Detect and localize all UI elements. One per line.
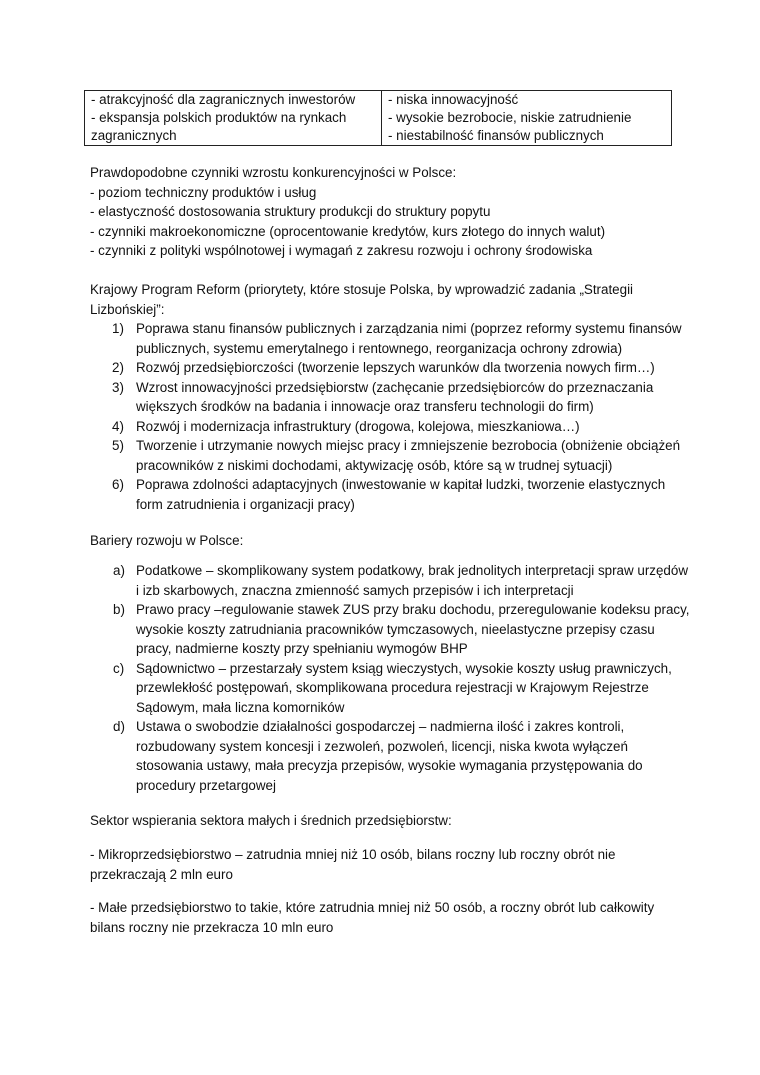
list-marker: 4) [112,418,124,434]
program-heading-continued: Lizbońskiej”: [90,301,165,317]
table-row [85,91,672,146]
opportunities-cell [85,91,382,146]
weaknesses-cell [382,91,672,146]
list-item [90,717,690,795]
list-item-text: Sądownictwo – przestarzały system ksiąg wieczystych, wysokie koszty usług prawniczych, przewlekłość postępowań, skomplikowana procedura rejestracji w Krajowym Rejestrze Sądowym, mała liczna komorników [136,660,672,715]
table-cell-line: - niska innowacyjność [388,92,519,107]
swot-table [84,90,672,146]
list-marker: a) [113,563,125,578]
list-marker: c) [113,660,125,676]
list-marker: 6) [112,477,124,492]
list-item-text: Ustawa o swobodzie działalności gospodarczej – nadmierna ilość i zakres kontroli, rozbudowany system koncesji i zezwoleń, pozwoleń, licencji, niska kwota wyłączeń stosowania ustawy, mała precyzja przepisów, wysokie wymagania przystępowania do procedury przetargowej [136,719,643,793]
list-item [90,561,690,600]
sme-sector-section [90,811,690,831]
list-item: - elastyczność dostosowania struktury produkcji do struktury popytu [90,204,491,219]
list-item-text: Prawo pracy –regulowanie stawek ZUS przy braku dochodu, przeregulowanie kodeksu pracy, wysokie koszty zatrudniania pracowników tymczasowych, nieelastyczne przepisy czasu pracy, nadmierne koszty przy spełnianiu wymogów BHP [136,602,690,656]
micro-enterprise-definition [90,845,690,884]
table-cell-line: - atrakcyjność dla zagranicznych inwestorów [91,92,356,107]
list-marker: 2) [112,360,124,375]
list-item [90,600,690,659]
list-item-text: Rozwój i modernizacja infrastruktury (drogowa, kolejowa, mieszkaniowa…) [136,418,580,434]
barriers-heading: Bariery rozwoju w Polsce: [90,533,244,548]
list-item [90,358,690,378]
list-marker: 5) [112,438,124,453]
sector-heading: Sektor wspierania sektora małych i średnich przedsiębiorstw: [90,813,452,828]
table-cell-line: - ekspansja polskich produktów na rynkach zagranicznych [91,110,347,143]
list-item-text: Tworzenie i utrzymanie nowych miejsc pracy i zmniejszenie bezrobocia (obniżenie obciążeń pracowników z niskimi dochodami, aktywizację osób, które są w trudnej sytuacji) [136,438,681,473]
list-item [90,475,690,514]
competitiveness-factors-section [90,163,690,261]
list-marker: 1) [112,321,124,336]
table-cell-line: - niestabilność finansów publicznych [388,128,604,143]
program-heading: Krajowy Program Reform (priorytety, które stosuje Polska, by wprowadzić zadania „Strategii [90,282,634,297]
list-item: - poziom techniczny produktów i usług [90,184,317,200]
barriers-section [90,561,690,795]
factors-heading: Prawdopodobne czynniki wzrostu konkurencyjności w Polsce: [90,165,457,180]
list-item [90,417,690,437]
table-cell-line: - wysokie bezrobocie, niskie zatrudnienie [388,110,632,125]
list-item [90,378,690,417]
list-item-text: Poprawa zdolności adaptacyjnych (inwestowanie w kapitał ludzki, tworzenie elastycznych form zatrudnienia i organizacji pracy) [136,477,666,512]
list-item [90,436,690,475]
list-item: - czynniki makroekonomiczne (oprocentowanie kredytów, kurs złotego do innych walut) [90,223,606,239]
reform-program-section [90,280,690,514]
list-item-text: Rozwój przedsiębiorczości (tworzenie lepszych warunków dla tworzenia nowych firm…) [136,360,655,375]
program-priorities-list [90,319,690,514]
barriers-list [90,561,690,795]
list-item: - czynniki z polityki wspólnotowej i wymagań z zakresu rozwoju i ochrony środowiska [90,243,593,258]
list-marker: d) [113,719,125,734]
definition-text: - Małe przedsiębiorstwo to takie, które zatrudnia mniej niż 50 osób, a roczny obrót lub całkowity bilans roczny nie przekracza 10 mln euro [90,900,655,935]
list-marker: b) [113,602,125,617]
barriers-heading-block [90,531,690,551]
definition-text: - Mikroprzedsiębiorstwo – zatrudnia mniej niż 10 osób, bilans roczny lub roczny obrót nie przekraczają 2 mln euro [90,847,616,882]
list-item [90,319,690,358]
list-item-text: Wzrost innowacyjności przedsiębiorstw (zachęcanie przedsiębiorców do przeznaczania większych środków na badania i innowacje oraz transferu technologii do firm) [136,379,654,414]
list-item-text: Podatkowe – skomplikowany system podatkowy, brak jednolitych interpretacji spraw urzędów i izb skarbowych, znaczna zmienność samych przepisów i ich interpretacji [136,563,688,598]
list-item [90,659,690,718]
list-marker: 3) [112,379,124,395]
list-item-text: Poprawa stanu finansów publicznych i zarządzania nimi (poprzez reformy systemu finansów publicznych, systemu emerytalnego i rentownego, reorganizacja ochrony zdrowia) [136,321,682,356]
small-enterprise-definition [90,898,690,937]
